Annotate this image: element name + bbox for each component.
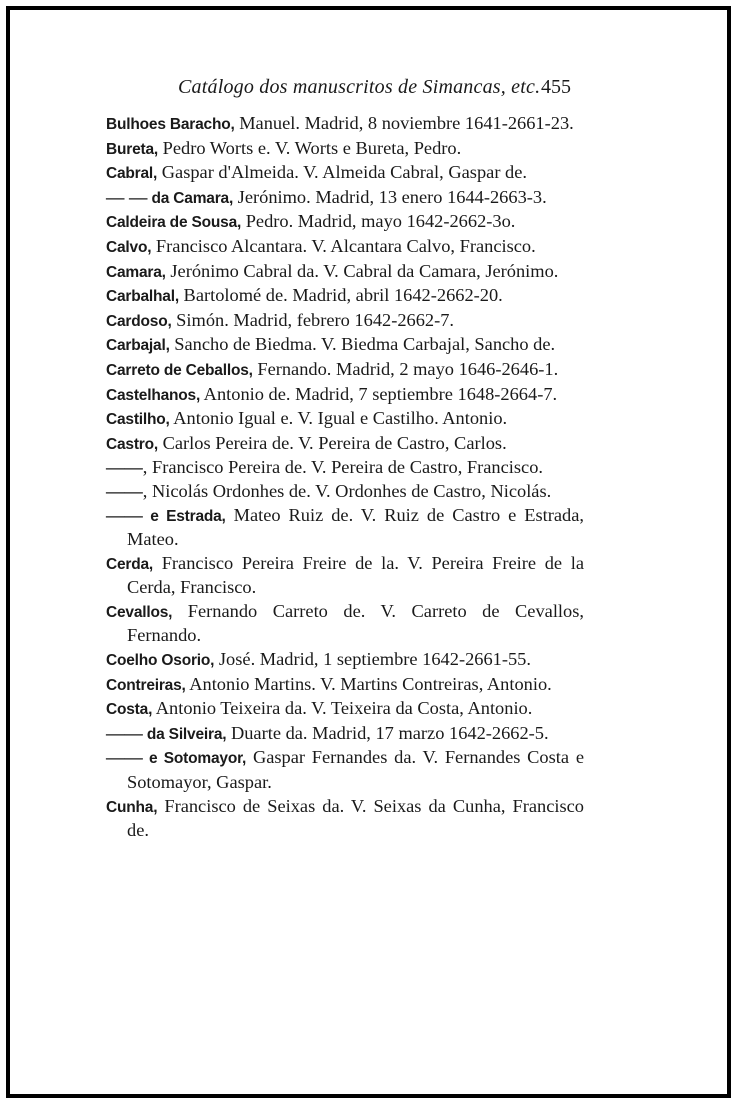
entry-text: Jerónimo. Madrid, 13 enero 1644-2663-3. bbox=[233, 186, 547, 207]
entry-dash: —— bbox=[106, 480, 143, 501]
entry-text: Bartolomé de. Madrid, abril 1642-2662-20. bbox=[178, 285, 503, 306]
entry-heading: Calvo, bbox=[106, 238, 152, 256]
page-header bbox=[10, 76, 727, 106]
entry-heading: da Silveira, bbox=[142, 725, 227, 743]
entry-heading: Bulhoes Baracho, bbox=[106, 116, 235, 133]
entry-text: Manuel. Madrid, 8 noviembre 1641-2661-23. bbox=[234, 113, 574, 133]
catalog-entry bbox=[106, 333, 584, 358]
entry-heading: Camara, bbox=[106, 263, 166, 281]
entry-heading: Cardoso, bbox=[106, 312, 172, 330]
running-title: Catálogo dos manuscritos de Simancas, etc. bbox=[178, 76, 541, 98]
entry-text: Fernando Carreto de. V. Carreto de Cevallos, Fernando. bbox=[127, 600, 584, 646]
entry-heading: Carbalhal, bbox=[106, 288, 179, 306]
entry-heading: Cevallos, bbox=[106, 603, 173, 621]
entry-heading: Bureta, bbox=[106, 140, 159, 158]
entry-text: Carlos Pereira de. V. Pereira de Castro, Carlos. bbox=[158, 432, 507, 453]
catalog-entry bbox=[106, 112, 584, 137]
entry-text: Francisco de Seixas da. V. Seixas da Cunha, Francisco de. bbox=[127, 795, 584, 841]
catalog-entry bbox=[106, 284, 584, 309]
entry-heading: Contreiras, bbox=[106, 676, 186, 694]
catalog-entry bbox=[106, 673, 584, 698]
entry-heading: Caldeira de Sousa, bbox=[106, 214, 242, 232]
entry-dash: —— bbox=[106, 722, 143, 743]
entry-text: Gaspar d'Almeida. V. Almeida Cabral, Gaspar de. bbox=[157, 162, 527, 183]
catalog-entries bbox=[106, 112, 584, 843]
catalog-entry bbox=[106, 161, 584, 186]
entry-heading: Cerda, bbox=[106, 555, 154, 573]
entry-text: Francisco Alcantara. V. Alcantara Calvo, Francisco. bbox=[151, 235, 536, 256]
entry-text: Francisco Pereira Freire de la. V. Pereira Freire de la Cerda, Francisco. bbox=[127, 552, 584, 598]
catalog-entry bbox=[106, 504, 584, 552]
catalog-entry bbox=[106, 746, 584, 794]
entry-text: Gaspar Fernandes da. V. Fernandes Costa e Sotomayor, Gaspar. bbox=[127, 747, 584, 793]
entry-text: Antonio Martins. V. Martins Contreiras, Antonio. bbox=[185, 673, 552, 694]
entry-text: , Nicolás Ordonhes de. V. Ordonhes de Castro, Nicolás. bbox=[142, 480, 552, 501]
page-frame bbox=[6, 6, 731, 1098]
entry-text: Sancho de Biedma. V. Biedma Carbajal, Sancho de. bbox=[169, 334, 556, 355]
entry-heading: Castro, bbox=[106, 435, 159, 453]
entry-heading: da Camara, bbox=[147, 189, 234, 207]
catalog-entry bbox=[106, 432, 584, 457]
entry-text: Pedro Worts e. V. Worts e Bureta, Pedro. bbox=[158, 137, 462, 158]
entry-heading: Cabral, bbox=[106, 165, 158, 183]
entry-dash: —— bbox=[106, 747, 143, 768]
catalog-entry bbox=[106, 309, 584, 334]
entry-text: Jerónimo Cabral da. V. Cabral da Camara, Jerónimo. bbox=[165, 260, 559, 281]
catalog-entry bbox=[106, 383, 584, 408]
catalog-entry bbox=[106, 407, 584, 432]
entry-text: Pedro. Madrid, mayo 1642-2662-3o. bbox=[241, 211, 516, 232]
entry-text: , Francisco Pereira de. V. Pereira de Castro, Francisco. bbox=[142, 457, 544, 478]
entry-text: José. Madrid, 1 septiembre 1642-2661-55. bbox=[214, 649, 531, 670]
entry-heading: Castelhanos, bbox=[106, 386, 201, 404]
entry-text: Antonio de. Madrid, 7 septiembre 1648-2664-7. bbox=[200, 383, 558, 404]
catalog-entry bbox=[106, 722, 584, 747]
catalog-entry bbox=[106, 137, 584, 162]
catalog-entry bbox=[106, 480, 584, 504]
catalog-entry bbox=[106, 795, 584, 843]
catalog-entry bbox=[106, 600, 584, 648]
catalog-entry bbox=[106, 358, 584, 383]
catalog-entry bbox=[106, 235, 584, 260]
catalog-entry bbox=[106, 648, 584, 673]
entry-dash: —— bbox=[106, 457, 143, 478]
entry-heading: Coelho Osorio, bbox=[106, 652, 215, 670]
entry-heading: Cunha, bbox=[106, 798, 158, 816]
catalog-entry bbox=[106, 552, 584, 600]
catalog-entry bbox=[106, 697, 584, 722]
entry-heading: Costa, bbox=[106, 701, 153, 719]
entry-heading: e Sotomayor, bbox=[142, 750, 247, 768]
entry-text: Duarte da. Madrid, 17 marzo 1642-2662-5. bbox=[226, 722, 549, 743]
entry-heading: Carreto de Ceballos, bbox=[106, 361, 253, 379]
entry-heading: Castilho, bbox=[106, 411, 170, 429]
entry-text: Antonio Teixeira da. V. Teixeira da Costa, Antonio. bbox=[152, 698, 533, 719]
entry-heading: Carbajal, bbox=[106, 337, 170, 355]
catalog-entry bbox=[106, 210, 584, 235]
entry-text: Simón. Madrid, febrero 1642-2662-7. bbox=[171, 309, 455, 330]
catalog-entry bbox=[106, 186, 584, 211]
entry-heading: e Estrada, bbox=[142, 507, 226, 525]
catalog-entry bbox=[106, 456, 584, 480]
entry-text: Fernando. Madrid, 2 mayo 1646-2646-1. bbox=[252, 358, 559, 379]
entry-text: Mateo Ruiz de. V. Ruiz de Castro e Estrada, Mateo. bbox=[127, 504, 584, 550]
page-number: 455 bbox=[541, 76, 571, 98]
catalog-entry bbox=[106, 260, 584, 285]
entry-dash: —— bbox=[106, 504, 143, 525]
entry-dash: — — bbox=[106, 186, 148, 207]
entry-text: Antonio Igual e. V. Igual e Castilho. Antonio. bbox=[169, 408, 508, 429]
